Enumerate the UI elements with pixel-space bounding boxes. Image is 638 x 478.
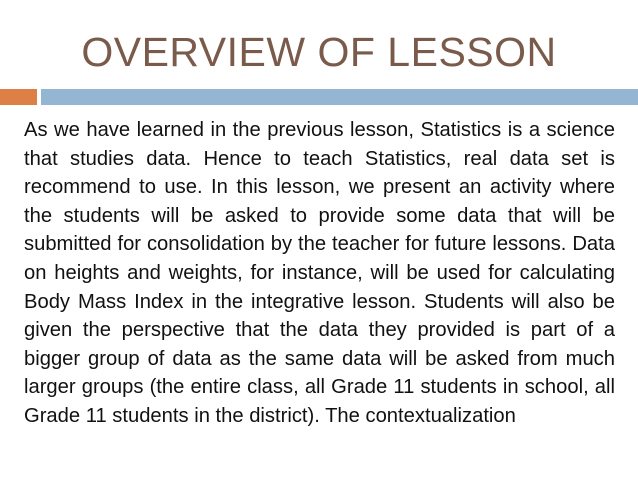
slide-title: OVERVIEW OF LESSON [81, 29, 557, 75]
title-divider-accent [0, 89, 37, 105]
slide-body-text: As we have learned in the previous lesson, Statistics is a science that studies data. Hence to teach Statistics, real data set is recommend to use. In this lesson, we present an activity where the students will be asked to provide some data that will be submitted for consolidation by the teacher for future lessons. Data on heights and weights, for instance, will be used for calculating Body Mass Index in the integrative lesson. Students will also be given the perspective that the data they provided is part of a bigger group of data as the same data will be asked from much larger groups (the entire class, all Grade 11 students in school, all Grade 11 students in the district). The contextualization [24, 119, 615, 427]
title-divider-bar [41, 89, 638, 105]
